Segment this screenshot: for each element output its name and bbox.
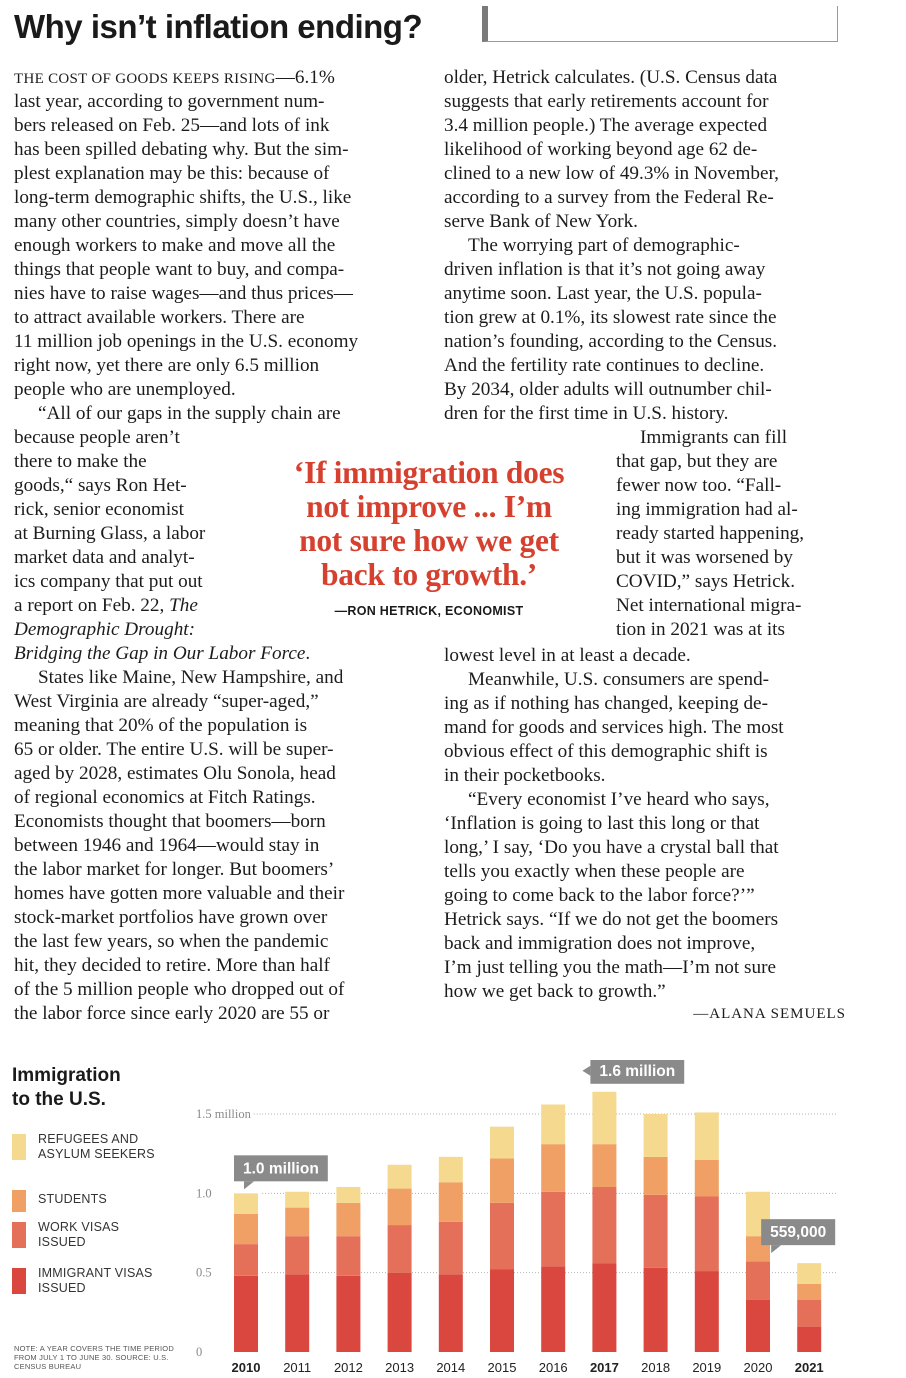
bar-segment-2014 <box>439 1182 463 1222</box>
article-line: meaning that 20% of the population is <box>14 715 308 736</box>
bar-segment-2011 <box>285 1192 309 1208</box>
article-line: anytime soon. Last year, the U.S. popula- <box>444 283 762 304</box>
article-line: mand for goods and services high. The most <box>444 717 784 738</box>
article-line: ics company that put out <box>14 571 203 592</box>
report-title-italic: Demographic Drought: <box>14 619 196 640</box>
article-column-right-bottom <box>444 644 864 1004</box>
article-line: rick, senior economist <box>14 499 184 520</box>
pull-quote-text <box>262 456 596 592</box>
y-tick-label: 1.0 <box>196 1186 212 1201</box>
bar-segment-2012 <box>336 1276 360 1352</box>
bar-segment-2016 <box>541 1104 565 1144</box>
article-line: States like Maine, New Hampshire, and <box>38 667 344 688</box>
article-line: “Every economist I’ve heard who says, <box>468 789 770 810</box>
bar-segment-2016 <box>541 1144 565 1192</box>
article-line: And the fertility rate continues to decline. <box>444 355 765 376</box>
article-line: The worrying part of demographic- <box>468 235 740 256</box>
article-line: the last few years, so when the pandemic <box>14 931 329 952</box>
pull-quote <box>262 456 596 618</box>
bar-segment-2014 <box>439 1222 463 1274</box>
article-line: obvious effect of this demographic shift is <box>444 741 768 762</box>
article-line: things that people want to buy, and compa- <box>14 259 345 280</box>
article-line: people who are unemployed. <box>14 379 236 400</box>
article-line: that gap, but they are <box>616 451 778 472</box>
y-tick-label: 0 <box>196 1345 203 1359</box>
article-line: West Virginia are already “super-aged,” <box>14 691 319 712</box>
article-line: COVID,” says Hetrick. <box>616 571 796 592</box>
article-line: of the 5 million people who dropped out of <box>14 979 345 1000</box>
bar-segment-2018 <box>644 1114 668 1157</box>
bar-segment-2013 <box>388 1225 412 1273</box>
article-line: hit, they decided to retire. More than half <box>14 955 330 976</box>
article-line: dren for the first time in U.S. history. <box>444 403 729 424</box>
article-line: because people aren’t <box>14 427 180 448</box>
bar-segment-2017 <box>592 1263 616 1352</box>
article-line: there to make the <box>14 451 147 472</box>
bar-segment-2010 <box>234 1276 258 1352</box>
bar-segment-2010 <box>234 1214 258 1244</box>
bar-segment-2012 <box>336 1236 360 1276</box>
pull-quote-line: ‘If immigration does <box>293 455 565 490</box>
article-line: last year, according to government num- <box>14 91 325 112</box>
callout-pointer <box>582 1066 590 1076</box>
bar-segment-2021 <box>797 1263 821 1284</box>
article-line: homes have gotten more valuable and their <box>14 883 345 904</box>
article-line: likelihood of working beyond age 62 de- <box>444 139 758 160</box>
article-line: lowest level in at least a decade. <box>444 645 691 666</box>
article-line: tion in 2021 was at its <box>616 619 785 640</box>
bar-segment-2015 <box>490 1269 514 1352</box>
bar-segment-2013 <box>388 1273 412 1352</box>
x-tick-label: 2014 <box>436 1360 466 1375</box>
bar-segment-2011 <box>285 1236 309 1274</box>
article-line: I’m just telling you the math—I’m not sure <box>444 957 776 978</box>
article-line: market data and analyt- <box>14 547 195 568</box>
x-tick-label: 2019 <box>692 1360 722 1375</box>
bar-segment-2017 <box>592 1092 616 1144</box>
chart-title-line: to the U.S. <box>12 1089 106 1110</box>
bar-segment-2019 <box>695 1197 719 1272</box>
bar-segment-2015 <box>490 1127 514 1159</box>
callout-2021 <box>761 1219 835 1253</box>
bar-segment-2019 <box>695 1112 719 1160</box>
article-line: enough workers to make and move all the <box>14 235 336 256</box>
bar-segment-2017 <box>592 1144 616 1187</box>
headline: Why isn’t inflation ending? <box>14 8 423 45</box>
article-line: By 2034, older adults will outnumber chil- <box>444 379 772 400</box>
y-tick-label: 0.5 <box>196 1265 212 1280</box>
bar-segment-2015 <box>490 1203 514 1270</box>
x-tick-label: 2021 <box>794 1360 824 1375</box>
bar-segment-2013 <box>388 1165 412 1189</box>
byline: —ALANA SEMUELS <box>693 1006 846 1022</box>
article-line: stock-market portfolios have grown over <box>14 907 328 928</box>
x-tick-label: 2012 <box>333 1360 363 1375</box>
article-line: 11 million job openings in the U.S. economy <box>14 331 359 352</box>
article-line: long,’ I say, ‘Do you have a crystal ball that <box>444 837 779 858</box>
article-line: Economists thought that boomers—born <box>14 811 326 832</box>
article-line: but it was worsened by <box>616 547 793 568</box>
bar-segment-2020 <box>746 1262 770 1300</box>
bar-segment-2019 <box>695 1271 719 1352</box>
article-line: serve Bank of New York. <box>444 211 638 232</box>
bar-segment-2021 <box>797 1284 821 1300</box>
article-line: fewer now too. “Fall- <box>616 475 782 496</box>
bar-segment-2010 <box>234 1244 258 1276</box>
article-line: long-term demographic shifts, the U.S., like <box>14 187 352 208</box>
article-column-right-wrap <box>616 426 866 642</box>
article-line: older, Hetrick calculates. (U.S. Census data <box>444 67 778 88</box>
report-title-italic: The <box>169 595 198 616</box>
bar-segment-2012 <box>336 1187 360 1203</box>
x-tick-label: 2011 <box>283 1360 312 1375</box>
article-line: the labor force since early 2020 are 55 or <box>14 1003 330 1024</box>
article-line: at Burning Glass, a labor <box>14 523 206 544</box>
article-line: Hetrick says. “If we do not get the boomers <box>444 909 779 930</box>
y-tick-label: 1.5 million <box>196 1107 251 1121</box>
article-line: in their pocketbooks. <box>444 765 606 786</box>
article-line: a report on Feb. 22, The <box>14 595 198 616</box>
article-line: back and immigration does not improve, <box>444 933 756 954</box>
article-line: nies have to raise wages—and thus prices— <box>14 283 353 304</box>
article-line: Bridging the Gap in Our Labor Force. <box>14 643 311 664</box>
report-title-italic: Bridging the Gap in Our Labor Force <box>14 643 306 664</box>
bar-segment-2014 <box>439 1157 463 1182</box>
article-line: of regional economics at Fitch Ratings. <box>14 787 316 808</box>
article-column-right-top <box>444 66 864 426</box>
article-line: Meanwhile, U.S. consumers are spend- <box>468 669 770 690</box>
article-line: aged by 2028, estimates Olu Sonola, head <box>14 763 336 784</box>
bar-segment-2021 <box>797 1300 821 1327</box>
pull-quote-line: back to growth.’ <box>321 557 537 592</box>
article-line: 3.4 million people.) The average expected <box>444 115 768 136</box>
pull-quote-attribution: —RON HETRICK, ECONOMIST <box>334 604 524 618</box>
article-line: Net international migra- <box>616 595 802 616</box>
bar-segment-2015 <box>490 1158 514 1202</box>
x-tick-label: 2017 <box>589 1360 619 1375</box>
article-line: many other countries, simply doesn’t have <box>14 211 340 232</box>
article-line: tells you exactly when these people are <box>444 861 745 882</box>
bar-segment-2017 <box>592 1187 616 1263</box>
bar-segment-2020 <box>746 1300 770 1352</box>
bar-segment-2018 <box>644 1195 668 1268</box>
article-line: Immigrants can fill <box>640 427 788 448</box>
lead-in-smallcaps: THE COST OF GOODS KEEPS RISING <box>14 71 276 87</box>
article-line: ing as if nothing has changed, keeping de- <box>444 693 768 714</box>
headline-rule-box <box>482 6 838 42</box>
bar-segment-2013 <box>388 1189 412 1225</box>
pull-quote-line: not sure how we get <box>299 523 559 558</box>
article-line: bers released on Feb. 25—and lots of ink <box>14 115 330 136</box>
article-line: “All of our gaps in the supply chain are <box>38 403 341 424</box>
article-line: the labor market for longer. But boomers’ <box>14 859 335 880</box>
bar-segment-2010 <box>234 1193 258 1214</box>
article-line: goods,“ says Ron Het- <box>14 475 187 496</box>
article-line: right now, yet there are only 6.5 million <box>14 355 320 376</box>
x-tick-label: 2013 <box>385 1360 415 1375</box>
article-line: going to come back to the labor force?’” <box>444 885 755 906</box>
bar-segment-2016 <box>541 1192 565 1267</box>
callout-2010 <box>234 1155 328 1189</box>
x-tick-label: 2015 <box>487 1360 517 1375</box>
article-line: ‘Inflation is going to last this long or that <box>444 813 760 834</box>
article-line: clined to a new low of 49.3% in November, <box>444 163 779 184</box>
article-line: according to a survey from the Federal Re- <box>444 187 774 208</box>
article-line: ing immigration had al- <box>616 499 798 520</box>
x-tick-label: 2018 <box>641 1360 671 1375</box>
callout-label: 559,000 <box>770 1224 827 1242</box>
bar-segment-2012 <box>336 1203 360 1236</box>
article-line: 65 or older. The entire U.S. will be super- <box>14 739 334 760</box>
legend-label: STUDENTS <box>38 1192 107 1206</box>
bar-segment-2011 <box>285 1274 309 1352</box>
callout-label: 1.0 million <box>243 1160 319 1178</box>
article-line: has been spilled debating why. But the sim- <box>14 139 349 160</box>
callout-2017 <box>582 1060 684 1084</box>
x-tick-label: 2016 <box>538 1360 568 1375</box>
x-tick-label: 2010 <box>231 1360 261 1375</box>
bar-segment-2021 <box>797 1327 821 1352</box>
article-line: how we get back to growth.” <box>444 981 666 1002</box>
bar-segment-2011 <box>285 1208 309 1237</box>
article-line: between 1946 and 1964—would stay in <box>14 835 320 856</box>
article-line: ready started happening, <box>616 523 805 544</box>
immigration-bar-chart <box>0 1060 906 1378</box>
article-line <box>14 618 434 642</box>
bar-segment-2018 <box>644 1157 668 1195</box>
article-line: suggests that early retirements account for <box>444 91 769 112</box>
article-line: THE COST OF GOODS KEEPS RISING—6.1% <box>14 67 335 88</box>
bar-segment-2016 <box>541 1266 565 1352</box>
article-line: plest explanation may be this: because of <box>14 163 330 184</box>
legend-label: IMMIGRANT VISAS ISSUED <box>38 1266 153 1295</box>
callout-pointer <box>244 1181 254 1189</box>
article-line: driven inflation is that it’s not going away <box>444 259 766 280</box>
bar-segment-2018 <box>644 1268 668 1352</box>
callout-label: 1.6 million <box>599 1062 676 1080</box>
article-line: nation’s founding, according to the Census. <box>444 331 778 352</box>
callout-pointer <box>771 1245 781 1253</box>
pull-quote-line: not improve ... I’m <box>306 489 552 524</box>
article-line: tion grew at 0.1%, its slowest rate since the <box>444 307 777 328</box>
legend-label: WORK VISAS ISSUED <box>38 1220 120 1249</box>
article-line: to attract available workers. There are <box>14 307 305 328</box>
x-tick-label: 2020 <box>743 1360 773 1375</box>
chart-title-line: Immigration <box>12 1065 121 1086</box>
chart-note: NOTE: A YEAR COVERS THE TIME PERIOD FROM JULY 1 TO JUNE 30. SOURCE: U.S. CENSUS BUREAU <box>14 1344 174 1371</box>
legend-label: REFUGEES AND ASYLUM SEEKERS <box>38 1132 155 1161</box>
bar-segment-2019 <box>695 1160 719 1196</box>
bar-segment-2014 <box>439 1274 463 1352</box>
